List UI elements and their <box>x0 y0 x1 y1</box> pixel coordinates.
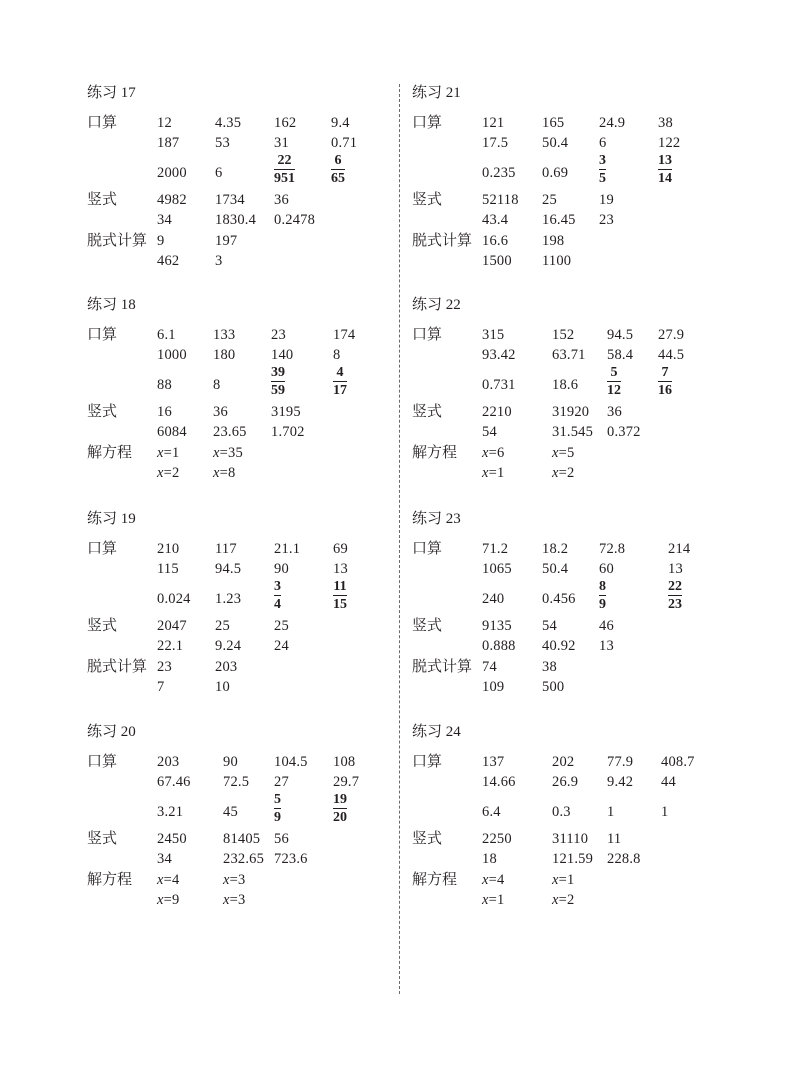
answer-value: 44 <box>661 774 676 790</box>
fraction-answer <box>599 579 606 612</box>
answer-value: 23 <box>599 212 614 228</box>
variable-x: x <box>552 872 559 888</box>
answer-value: 3 <box>215 253 223 269</box>
answer-value: 0.2478 <box>274 212 316 228</box>
answer-value: 9.42 <box>607 774 634 790</box>
answer-value: 210 <box>157 541 180 557</box>
answer-value: 0.372 <box>607 424 641 440</box>
answer-value: 19 <box>599 192 614 208</box>
section-label: 竖式 <box>87 404 118 420</box>
fraction-denominator: 9 <box>274 810 281 825</box>
answer-value: 9 <box>157 233 165 249</box>
answer-value: 18 <box>482 851 497 867</box>
answer-value: 133 <box>213 327 236 343</box>
variable-x: x <box>552 465 559 481</box>
fraction-denominator: 16 <box>658 383 672 398</box>
section-label: 口算 <box>412 115 443 131</box>
answer-value: 108 <box>333 754 356 770</box>
answer-value: 408.7 <box>661 754 695 770</box>
answer-value: 2047 <box>157 618 187 634</box>
fraction-denominator: 4 <box>274 597 281 612</box>
answer-value: 121 <box>482 115 505 131</box>
variable-x: x <box>482 445 489 461</box>
fraction-numerator: 7 <box>661 365 669 380</box>
fraction-denominator: 23 <box>668 597 682 612</box>
answer-value: 26.9 <box>552 774 579 790</box>
answer-value: 22.1 <box>157 638 184 654</box>
answer-value: 11 <box>607 831 622 847</box>
section-label: 竖式 <box>412 831 443 847</box>
section-label: 口算 <box>87 754 118 770</box>
section-label: 竖式 <box>412 404 443 420</box>
answer-value: 63.71 <box>552 347 586 363</box>
answer-value: 44.5 <box>658 347 685 363</box>
variable-x: x <box>157 872 164 888</box>
fraction-denominator: 15 <box>333 597 347 612</box>
answer-value: 1830.4 <box>215 212 257 228</box>
fraction-bar <box>333 381 347 382</box>
answer-value: 1.702 <box>271 424 305 440</box>
fraction-bar <box>658 169 672 170</box>
answer-value: 117 <box>215 541 237 557</box>
answer-value: 36 <box>213 404 228 420</box>
answer-value: 9.24 <box>215 638 242 654</box>
answer-value: 23.65 <box>213 424 247 440</box>
answer-value: 67.46 <box>157 774 191 790</box>
fraction-numerator: 5 <box>610 365 618 380</box>
answer-value: 115 <box>157 561 179 577</box>
variable-x: x <box>157 892 164 908</box>
answer-value: 214 <box>668 541 691 557</box>
fraction-bar <box>599 595 606 596</box>
answer-value: 0.235 <box>482 165 516 181</box>
equation-answer <box>552 464 574 482</box>
answer-value: 180 <box>213 347 236 363</box>
answer-value: 104.5 <box>274 754 308 770</box>
answer-value: 25 <box>215 618 230 634</box>
answer-value: 93.42 <box>482 347 516 363</box>
answer-value: 109 <box>482 679 505 695</box>
answer-value: 31110 <box>552 831 589 847</box>
answer-value: 94.5 <box>607 327 634 343</box>
fraction-denominator: 5 <box>599 171 606 186</box>
answer-value: 203 <box>215 659 238 675</box>
answer-value: 23 <box>271 327 286 343</box>
answer-value: 81405 <box>223 831 261 847</box>
variable-x: x <box>157 465 164 481</box>
answer-value: 1000 <box>157 347 187 363</box>
exercise-block <box>412 84 742 284</box>
section-label: 脱式计算 <box>87 659 148 675</box>
answer-value: 23 <box>157 659 172 675</box>
equation-answer <box>223 871 245 889</box>
answer-value: 36 <box>607 404 622 420</box>
answer-value: 90 <box>274 561 289 577</box>
answer-value: 6 <box>599 135 607 151</box>
equation-answer <box>157 464 179 482</box>
fraction-answer <box>274 792 281 825</box>
answer-value: 228.8 <box>607 851 641 867</box>
answer-value: 13 <box>599 638 614 654</box>
answer-value: 18.6 <box>552 377 579 393</box>
fraction-answer <box>274 153 295 186</box>
fraction-numerator: 8 <box>599 579 606 594</box>
answer-value: 121.59 <box>552 851 594 867</box>
equation-value: =3 <box>229 892 246 908</box>
answer-value: 58.4 <box>607 347 634 363</box>
answer-value: 50.4 <box>542 135 569 151</box>
fraction-denominator: 59 <box>271 383 285 398</box>
answer-value: 29.7 <box>333 774 360 790</box>
fraction-answer <box>274 579 281 612</box>
answer-value: 52118 <box>482 192 519 208</box>
fraction-answer <box>333 579 347 612</box>
answer-value: 54 <box>482 424 497 440</box>
answer-value: 6.4 <box>482 804 501 820</box>
answer-value: 122 <box>658 135 681 151</box>
answer-value: 72.5 <box>223 774 250 790</box>
section-label: 竖式 <box>87 618 118 634</box>
equation-value: =4 <box>163 872 180 888</box>
answer-value: 1065 <box>482 561 512 577</box>
fraction-numerator: 6 <box>334 153 342 168</box>
fraction-numerator: 11 <box>333 579 347 594</box>
answer-value: 0.3 <box>552 804 571 820</box>
answer-value: 0.731 <box>482 377 516 393</box>
equation-answer <box>157 871 179 889</box>
equation-value: =8 <box>219 465 236 481</box>
answer-value: 1500 <box>482 253 512 269</box>
equation-answer <box>482 891 504 909</box>
equation-answer <box>552 444 574 462</box>
fraction-answer <box>599 153 606 186</box>
fraction-answer <box>607 365 621 398</box>
fraction-numerator: 3 <box>599 153 606 168</box>
answer-value: 18.2 <box>542 541 569 557</box>
equation-answer <box>157 444 179 462</box>
exercise-title: 练习 23 <box>412 511 461 527</box>
answer-value: 31920 <box>552 404 590 420</box>
exercise-block <box>412 723 742 923</box>
answer-value: 38 <box>658 115 673 131</box>
answer-value: 0.71 <box>331 135 358 151</box>
answer-value: 27 <box>274 774 289 790</box>
answer-value: 723.6 <box>274 851 308 867</box>
answer-value: 34 <box>157 851 172 867</box>
variable-x: x <box>552 445 559 461</box>
answer-value: 198 <box>542 233 565 249</box>
answer-value: 94.5 <box>215 561 242 577</box>
fraction-bar <box>274 808 281 809</box>
equation-answer <box>482 464 504 482</box>
variable-x: x <box>223 872 230 888</box>
equation-value: =2 <box>558 465 575 481</box>
answer-value: 69 <box>333 541 348 557</box>
fraction-bar <box>331 169 345 170</box>
answer-value: 16.45 <box>542 212 576 228</box>
section-label: 口算 <box>87 541 118 557</box>
exercise-block <box>87 723 417 923</box>
answer-value: 9.4 <box>331 115 350 131</box>
answer-value: 10 <box>215 679 230 695</box>
answer-value: 54 <box>542 618 557 634</box>
answer-value: 13 <box>668 561 683 577</box>
answer-value: 6 <box>215 165 223 181</box>
variable-x: x <box>482 892 489 908</box>
answer-value: 43.4 <box>482 212 509 228</box>
answer-value: 16 <box>157 404 172 420</box>
answer-value: 36 <box>274 192 289 208</box>
answer-value: 1100 <box>542 253 572 269</box>
section-label: 竖式 <box>87 192 118 208</box>
answer-value: 2450 <box>157 831 187 847</box>
equation-value: =35 <box>219 445 243 461</box>
section-label: 脱式计算 <box>87 233 148 249</box>
answer-value: 88 <box>157 377 172 393</box>
fraction-denominator: 9 <box>599 597 606 612</box>
answer-value: 13 <box>333 561 348 577</box>
answer-value: 4.35 <box>215 115 242 131</box>
answer-value: 60 <box>599 561 614 577</box>
answer-value: 165 <box>542 115 565 131</box>
variable-x: x <box>213 445 220 461</box>
answer-value: 0.024 <box>157 591 191 607</box>
fraction-numerator: 39 <box>271 365 285 380</box>
section-label: 口算 <box>412 327 443 343</box>
fraction-numerator: 13 <box>658 153 672 168</box>
answer-value: 3.21 <box>157 804 184 820</box>
answer-value: 14.66 <box>482 774 516 790</box>
fraction-bar <box>668 595 682 596</box>
fraction-answer <box>658 153 672 186</box>
fraction-bar <box>333 808 347 809</box>
answer-value: 162 <box>274 115 297 131</box>
answer-value: 4982 <box>157 192 187 208</box>
answer-value: 50.4 <box>542 561 569 577</box>
exercise-title: 练习 17 <box>87 85 136 101</box>
answer-value: 203 <box>157 754 180 770</box>
equation-answer <box>552 891 574 909</box>
answer-value: 140 <box>271 347 294 363</box>
answer-value: 24.9 <box>599 115 626 131</box>
equation-value: =2 <box>163 465 180 481</box>
answer-value: 16.6 <box>482 233 509 249</box>
answer-value: 25 <box>274 618 289 634</box>
section-label: 解方程 <box>412 445 458 461</box>
exercise-title: 练习 18 <box>87 297 136 313</box>
answer-value: 7 <box>157 679 165 695</box>
exercise-block <box>412 510 742 710</box>
answer-value: 34 <box>157 212 172 228</box>
fraction-answer <box>658 365 672 398</box>
equation-value: =9 <box>163 892 180 908</box>
answer-value: 24 <box>274 638 289 654</box>
equation-answer <box>482 871 504 889</box>
fraction-numerator: 19 <box>333 792 347 807</box>
exercise-title: 练习 19 <box>87 511 136 527</box>
fraction-answer <box>331 153 345 186</box>
answer-value: 8 <box>333 347 341 363</box>
fraction-answer <box>271 365 285 398</box>
equation-answer <box>552 871 574 889</box>
answer-value: 152 <box>552 327 575 343</box>
equation-value: =4 <box>488 872 505 888</box>
fraction-bar <box>333 595 347 596</box>
section-label: 口算 <box>87 115 118 131</box>
answer-value: 46 <box>599 618 614 634</box>
answer-value: 462 <box>157 253 180 269</box>
exercise-title: 练习 22 <box>412 297 461 313</box>
answer-value: 38 <box>542 659 557 675</box>
answer-value: 31 <box>274 135 289 151</box>
exercise-block <box>412 296 742 496</box>
answer-value: 0.888 <box>482 638 516 654</box>
answer-value: 187 <box>157 135 180 151</box>
variable-x: x <box>482 872 489 888</box>
fraction-answer <box>668 579 682 612</box>
fraction-bar <box>607 381 621 382</box>
answer-value: 2210 <box>482 404 512 420</box>
exercise-title: 练习 21 <box>412 85 461 101</box>
answer-value: 1734 <box>215 192 245 208</box>
equation-value: =2 <box>558 892 575 908</box>
answer-value: 232.65 <box>223 851 265 867</box>
answer-value: 90 <box>223 754 238 770</box>
answer-value: 17.5 <box>482 135 509 151</box>
section-label: 解方程 <box>412 872 458 888</box>
equation-answer <box>157 891 179 909</box>
fraction-answer <box>333 365 347 398</box>
equation-value: =6 <box>488 445 505 461</box>
variable-x: x <box>213 465 220 481</box>
equation-answer <box>223 891 245 909</box>
exercise-title: 练习 20 <box>87 724 136 740</box>
equation-answer <box>213 444 243 462</box>
answer-value: 2000 <box>157 165 187 181</box>
answer-value: 31.545 <box>552 424 594 440</box>
answer-value: 0.69 <box>542 165 569 181</box>
section-label: 口算 <box>412 754 443 770</box>
answer-value: 2250 <box>482 831 512 847</box>
fraction-denominator: 951 <box>274 171 295 186</box>
answer-value: 21.1 <box>274 541 301 557</box>
fraction-bar <box>599 169 606 170</box>
fraction-numerator: 3 <box>274 579 281 594</box>
answer-value: 71.2 <box>482 541 509 557</box>
answer-value: 500 <box>542 679 565 695</box>
section-label: 口算 <box>412 541 443 557</box>
answer-value: 0.456 <box>542 591 576 607</box>
variable-x: x <box>223 892 230 908</box>
fraction-denominator: 65 <box>331 171 345 186</box>
fraction-bar <box>658 381 672 382</box>
answer-value: 56 <box>274 831 289 847</box>
answer-value: 3195 <box>271 404 301 420</box>
answer-value: 53 <box>215 135 230 151</box>
answer-value: 137 <box>482 754 505 770</box>
answer-value: 6084 <box>157 424 187 440</box>
fraction-bar <box>274 169 295 170</box>
equation-value: =3 <box>229 872 246 888</box>
section-label: 竖式 <box>412 618 443 634</box>
exercise-block <box>87 296 417 496</box>
equation-value: =1 <box>558 872 575 888</box>
variable-x: x <box>552 892 559 908</box>
answer-value: 202 <box>552 754 575 770</box>
exercise-block <box>87 510 417 710</box>
exercise-block <box>87 84 417 284</box>
fraction-denominator: 20 <box>333 810 347 825</box>
fraction-denominator: 12 <box>607 383 621 398</box>
section-label: 解方程 <box>87 872 133 888</box>
fraction-denominator: 14 <box>658 171 672 186</box>
fraction-numerator: 5 <box>274 792 281 807</box>
answer-value: 9135 <box>482 618 512 634</box>
answer-value: 77.9 <box>607 754 634 770</box>
section-label: 脱式计算 <box>412 659 473 675</box>
answer-value: 12 <box>157 115 172 131</box>
answer-value: 8 <box>213 377 221 393</box>
equation-value: =5 <box>558 445 575 461</box>
fraction-answer <box>333 792 347 825</box>
answer-value: 27.9 <box>658 327 685 343</box>
answer-value: 74 <box>482 659 497 675</box>
answer-value: 72.8 <box>599 541 626 557</box>
answer-value: 197 <box>215 233 238 249</box>
section-label: 竖式 <box>87 831 118 847</box>
fraction-bar <box>271 381 285 382</box>
answer-value: 25 <box>542 192 557 208</box>
answer-value: 1 <box>607 804 615 820</box>
equation-answer <box>482 444 504 462</box>
fraction-numerator: 4 <box>336 365 344 380</box>
answer-value: 1 <box>661 804 669 820</box>
answer-value: 174 <box>333 327 356 343</box>
section-label: 口算 <box>87 327 118 343</box>
section-label: 竖式 <box>412 192 443 208</box>
exercise-title: 练习 24 <box>412 724 461 740</box>
equation-value: =1 <box>488 892 505 908</box>
equation-answer <box>213 464 235 482</box>
section-label: 解方程 <box>87 445 133 461</box>
fraction-denominator: 17 <box>333 383 347 398</box>
answer-value: 315 <box>482 327 505 343</box>
answer-value: 240 <box>482 591 505 607</box>
equation-value: =1 <box>488 465 505 481</box>
answer-value: 1.23 <box>215 591 242 607</box>
answer-value: 6.1 <box>157 327 176 343</box>
section-label: 脱式计算 <box>412 233 473 249</box>
variable-x: x <box>482 465 489 481</box>
fraction-numerator: 22 <box>668 579 682 594</box>
answer-value: 45 <box>223 804 238 820</box>
fraction-numerator: 22 <box>277 153 292 168</box>
answer-value: 40.92 <box>542 638 576 654</box>
variable-x: x <box>157 445 164 461</box>
equation-value: =1 <box>163 445 180 461</box>
fraction-bar <box>274 595 281 596</box>
